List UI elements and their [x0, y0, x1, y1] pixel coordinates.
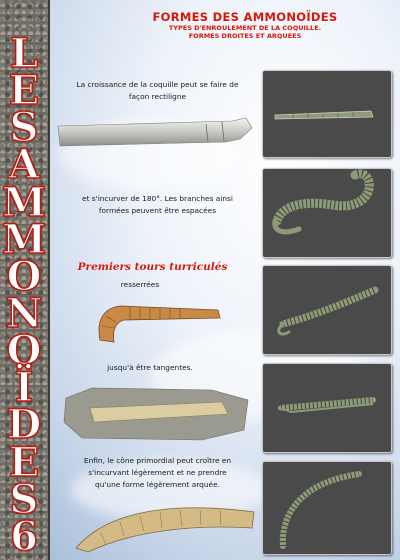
arched-shell-diagram-icon [263, 462, 391, 554]
side-letter: 6 [10, 512, 38, 560]
paragraph [55, 455, 260, 491]
text-line: resserrées [120, 280, 160, 289]
side-letter: Ï [14, 364, 34, 412]
text-line: formées peuvent être espacées [98, 206, 217, 215]
paragraph [100, 279, 180, 291]
coiled-shell-diagram-icon [263, 266, 391, 354]
side-letter: M [1, 215, 47, 263]
side-letter: N [5, 289, 43, 337]
page-subtitle: FORMES DROITES ET ARQUEES [188, 32, 302, 40]
side-letter: S [9, 104, 39, 152]
arched-shell-photo [70, 498, 260, 554]
text-line: qu'une forme légèrement arquée. [95, 480, 220, 489]
hooked-shell-photo [90, 298, 230, 348]
side-letter: O [6, 327, 42, 375]
section-heading: Premiers tours turriculés [77, 261, 228, 273]
text-line: jusqu'à être tangentes. [107, 363, 193, 372]
straight-shell-photo [56, 112, 256, 152]
side-letter: L [9, 30, 39, 77]
page-title: FORMES DES AMMONOÏDES [152, 10, 338, 24]
side-letter: D [6, 401, 42, 449]
side-letter: S [9, 475, 39, 523]
paragraph [90, 362, 210, 374]
paragraph [55, 79, 260, 103]
side-banner [0, 0, 50, 560]
diagram-panel [262, 461, 392, 555]
side-letter: M [1, 178, 47, 226]
text-line: et s'incurver de 180°. Les branches ainsi [82, 194, 233, 203]
text-line: façon rectiligne [128, 92, 187, 101]
fossil-slab-photo [62, 386, 252, 442]
text-line: La croissance de la coquille peut se faire de [76, 80, 239, 89]
side-title [0, 30, 48, 560]
hook-shell-diagram-icon [263, 169, 391, 257]
side-letter: O [6, 252, 42, 300]
diagram-panel [262, 265, 392, 355]
text-line: Enfin, le cône primordial peut croître en [83, 456, 232, 465]
side-letter: E [8, 438, 40, 486]
side-letter: A [8, 141, 40, 189]
straight-shell-diagram-icon [263, 71, 391, 157]
diagram-panel [262, 363, 392, 453]
tangent-shell-diagram-icon [263, 364, 391, 452]
diagram-panel [262, 70, 392, 158]
header [100, 10, 390, 40]
paragraph [55, 193, 260, 217]
side-letter: E [8, 67, 40, 115]
text-line: s'incurvant légèrement et ne prendre [88, 468, 227, 477]
diagram-panel [262, 168, 392, 258]
page-subtitle: TYPES D'ENROULEMENT DE LA COQUILLE. [168, 24, 322, 32]
